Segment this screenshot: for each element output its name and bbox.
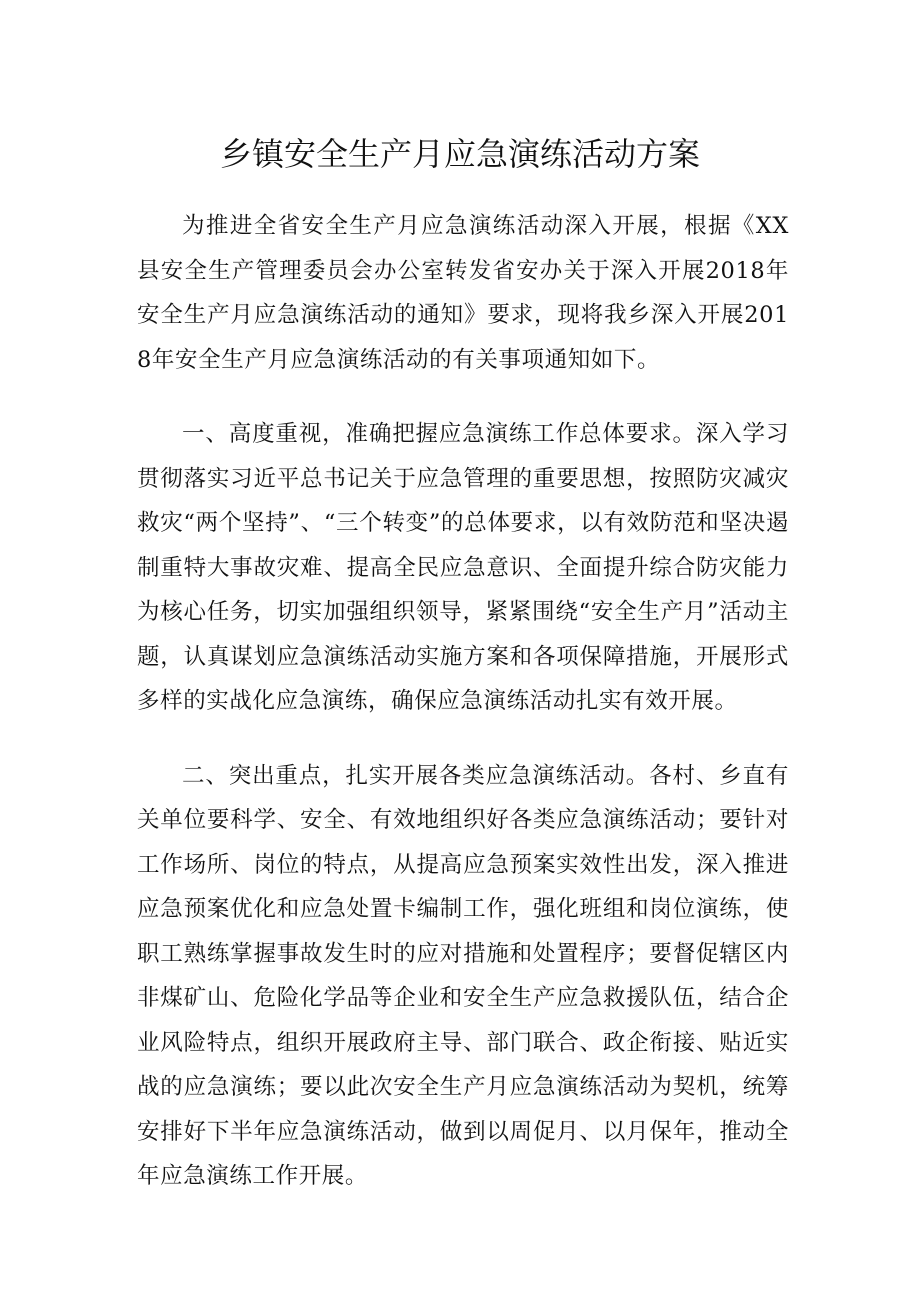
section-two-paragraph: 二、突出重点，扎实开展各类应急演练活动。各村、乡直有关单位要科学、安全、有效地组织好各类应急演练活动；要针对工作场所、岗位的特点，从提高应急预案实效性出发，深入推进应急预案优化和应急处置卡编制工作，强化班组和岗位演练，使职工熟练掌握事故发生时的应对措施和处置程序；要督促辖区内非煤矿山、危险化学品等企业和安全生产应急救援队伍，结合企业风险特点，组织开展政府主导、部门联合、政企衔接、贴近实战的应急演练；要以此次安全生产月应急演练活动为契机，统筹安排好下半年应急演练活动，做到以周促月、以月保年，推动全年应急演练工作开展。 <box>137 762 789 1189</box>
document-title: 乡镇安全生产月应急演练活动方案 <box>219 135 700 173</box>
document-body <box>137 204 789 1229</box>
intro-paragraph: 为推进全省安全生产月应急演练活动深入开展，根据《XX县安全生产管理委员会办公室转发省安办关于深入开展2018年安全生产月应急演练活动的通知》要求，现将我乡深入开展2018年安全生产月应急演练活动的有关事项通知如下。 <box>137 213 789 373</box>
section-one-paragraph: 一、高度重视，准确把握应急演练工作总体要求。深入学习贯彻落实习近平总书记关于应急管理的重要思想，按照防灾减灾救灾“两个坚持”、“三个转变”的总体要求，以有效防范和坚决遏制重特大事故灾难、提高全民应急意识、全面提升综合防灾能力为核心任务，切实加强组织领导，紧紧围绕“安全生产月”活动主题，认真谋划应急演练活动实施方案和各项保障措施，开展形式多样的实战化应急演练，确保应急演练活动扎实有效开展。 <box>137 421 789 714</box>
